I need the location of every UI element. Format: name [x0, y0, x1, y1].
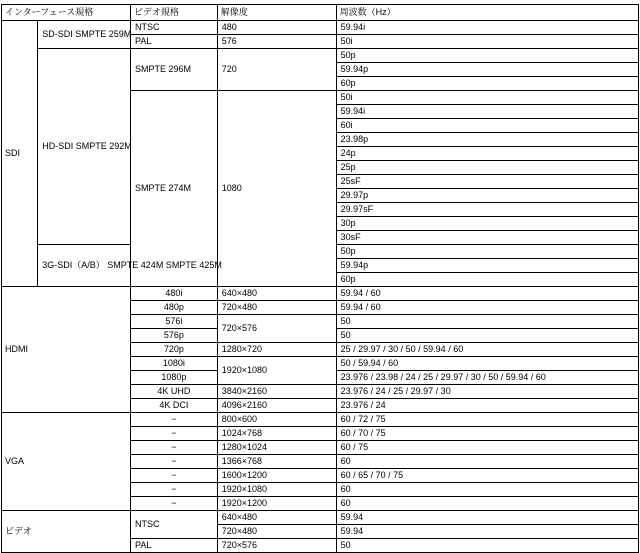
frequency-cell: 23.976 / 24: [336, 399, 638, 413]
frequency-cell: 50: [336, 315, 638, 329]
frequency-cell: 60p: [336, 273, 638, 287]
resolution-cell: 4096×2160: [217, 399, 336, 413]
interface-cell-vga: VGA: [2, 413, 131, 511]
resolution-cell: 720×576: [217, 539, 336, 553]
interface-cell-video: ビデオ: [2, 511, 131, 553]
header-interface: インターフェース規格: [2, 5, 131, 21]
video-cell: SMPTE 296M: [131, 49, 218, 91]
resolution-cell: 3840×2160: [217, 385, 336, 399]
frequency-cell: 60 / 72 / 75: [336, 413, 638, 427]
video-cell: −: [131, 413, 218, 427]
video-cell: 576p: [131, 329, 218, 343]
frequency-cell: 25p: [336, 161, 638, 175]
resolution-cell: 1600×1200: [217, 469, 336, 483]
table-row: [2, 21, 639, 35]
frequency-cell: 50i: [336, 35, 638, 49]
resolution-cell: 1366×768: [217, 455, 336, 469]
frequency-cell: 50: [336, 539, 638, 553]
video-cell: −: [131, 469, 218, 483]
resolution-cell: 1920×1200: [217, 497, 336, 511]
frequency-cell: 59.94p: [336, 259, 638, 273]
frequency-cell: 50p: [336, 245, 638, 259]
resolution-cell: 1080: [217, 91, 336, 287]
frequency-cell: 50 / 59.94 / 60: [336, 357, 638, 371]
frequency-cell: 30p: [336, 217, 638, 231]
frequency-cell: 23.976 / 23.98 / 24 / 25 / 29.97 / 30 / 50 / 59.94 / 60: [336, 371, 638, 385]
frequency-cell: 24p: [336, 147, 638, 161]
standard-cell-sd-sdi: SD-SDI SMPTE 259M: [38, 21, 131, 49]
frequency-cell: 60: [336, 497, 638, 511]
frequency-cell: 59.94i: [336, 21, 638, 35]
header-resolution: 解像度: [217, 5, 336, 21]
standard-cell-3g-sdi: 3G-SDI（A/B） SMPTE 424M SMPTE 425M: [38, 245, 131, 287]
interface-cell-hdmi: HDMI: [2, 287, 131, 413]
video-cell: −: [131, 441, 218, 455]
frequency-cell: 59.94i: [336, 105, 638, 119]
resolution-cell: 1920×1080: [217, 357, 336, 385]
resolution-cell: 640×480: [217, 511, 336, 525]
frequency-cell: 23.976 / 24 / 25 / 29.97 / 30: [336, 385, 638, 399]
resolution-cell: 576: [217, 35, 336, 49]
frequency-cell: 59.94p: [336, 63, 638, 77]
video-cell: 1080i: [131, 357, 218, 371]
video-format-spec-table: [1, 4, 639, 553]
frequency-cell: 60 / 65 / 70 / 75: [336, 469, 638, 483]
frequency-cell: 25 / 29.97 / 30 / 50 / 59.94 / 60: [336, 343, 638, 357]
table-row: [2, 49, 639, 63]
video-cell: 4K UHD: [131, 385, 218, 399]
frequency-cell: 25sF: [336, 175, 638, 189]
frequency-cell: 60: [336, 455, 638, 469]
frequency-cell: 50i: [336, 91, 638, 105]
frequency-cell: 60 / 70 / 75: [336, 427, 638, 441]
video-cell: −: [131, 497, 218, 511]
header-video-standard: ビデオ規格: [131, 5, 218, 21]
resolution-cell: 1280×1024: [217, 441, 336, 455]
video-cell: SMPTE 274M: [131, 91, 218, 287]
resolution-cell: 480: [217, 21, 336, 35]
video-cell: 480i: [131, 287, 218, 301]
interface-cell-sdi: SDI: [2, 21, 38, 287]
video-cell: 1080p: [131, 371, 218, 385]
standard-cell-hd-sdi: HD-SDI SMPTE 292M: [38, 49, 131, 245]
table-header-row: [2, 5, 639, 21]
video-cell: 720p: [131, 343, 218, 357]
video-cell: −: [131, 427, 218, 441]
frequency-cell: 59.94 / 60: [336, 301, 638, 315]
table-row: [2, 287, 639, 301]
video-cell: NTSC: [131, 511, 218, 539]
resolution-cell: 1920×1080: [217, 483, 336, 497]
resolution-cell: 720×480: [217, 301, 336, 315]
resolution-cell: 720: [217, 49, 336, 91]
video-cell: 576i: [131, 315, 218, 329]
video-cell: NTSC: [131, 21, 218, 35]
frequency-cell: 59.94: [336, 511, 638, 525]
frequency-cell: 60p: [336, 77, 638, 91]
frequency-cell: 60i: [336, 119, 638, 133]
frequency-cell: 23.98p: [336, 133, 638, 147]
resolution-cell: 720×480: [217, 525, 336, 539]
frequency-cell: 60 / 75: [336, 441, 638, 455]
frequency-cell: 50p: [336, 49, 638, 63]
resolution-cell: 1024×768: [217, 427, 336, 441]
frequency-cell: 50: [336, 329, 638, 343]
resolution-cell: 800×600: [217, 413, 336, 427]
table-row: [2, 511, 639, 525]
video-cell: −: [131, 483, 218, 497]
frequency-cell: 30sF: [336, 231, 638, 245]
header-frequency: 周波数（Hz）: [336, 5, 638, 21]
frequency-cell: 29.97p: [336, 189, 638, 203]
resolution-cell: 720×576: [217, 315, 336, 343]
table-row: [2, 413, 639, 427]
video-cell: PAL: [131, 35, 218, 49]
video-cell: PAL: [131, 539, 218, 553]
frequency-cell: 29.97sF: [336, 203, 638, 217]
video-cell: −: [131, 455, 218, 469]
video-cell: 480p: [131, 301, 218, 315]
video-cell: 4K DCI: [131, 399, 218, 413]
resolution-cell: 1280×720: [217, 343, 336, 357]
resolution-cell: 640×480: [217, 287, 336, 301]
frequency-cell: 59.94: [336, 525, 638, 539]
frequency-cell: 60: [336, 483, 638, 497]
frequency-cell: 59.94 / 60: [336, 287, 638, 301]
